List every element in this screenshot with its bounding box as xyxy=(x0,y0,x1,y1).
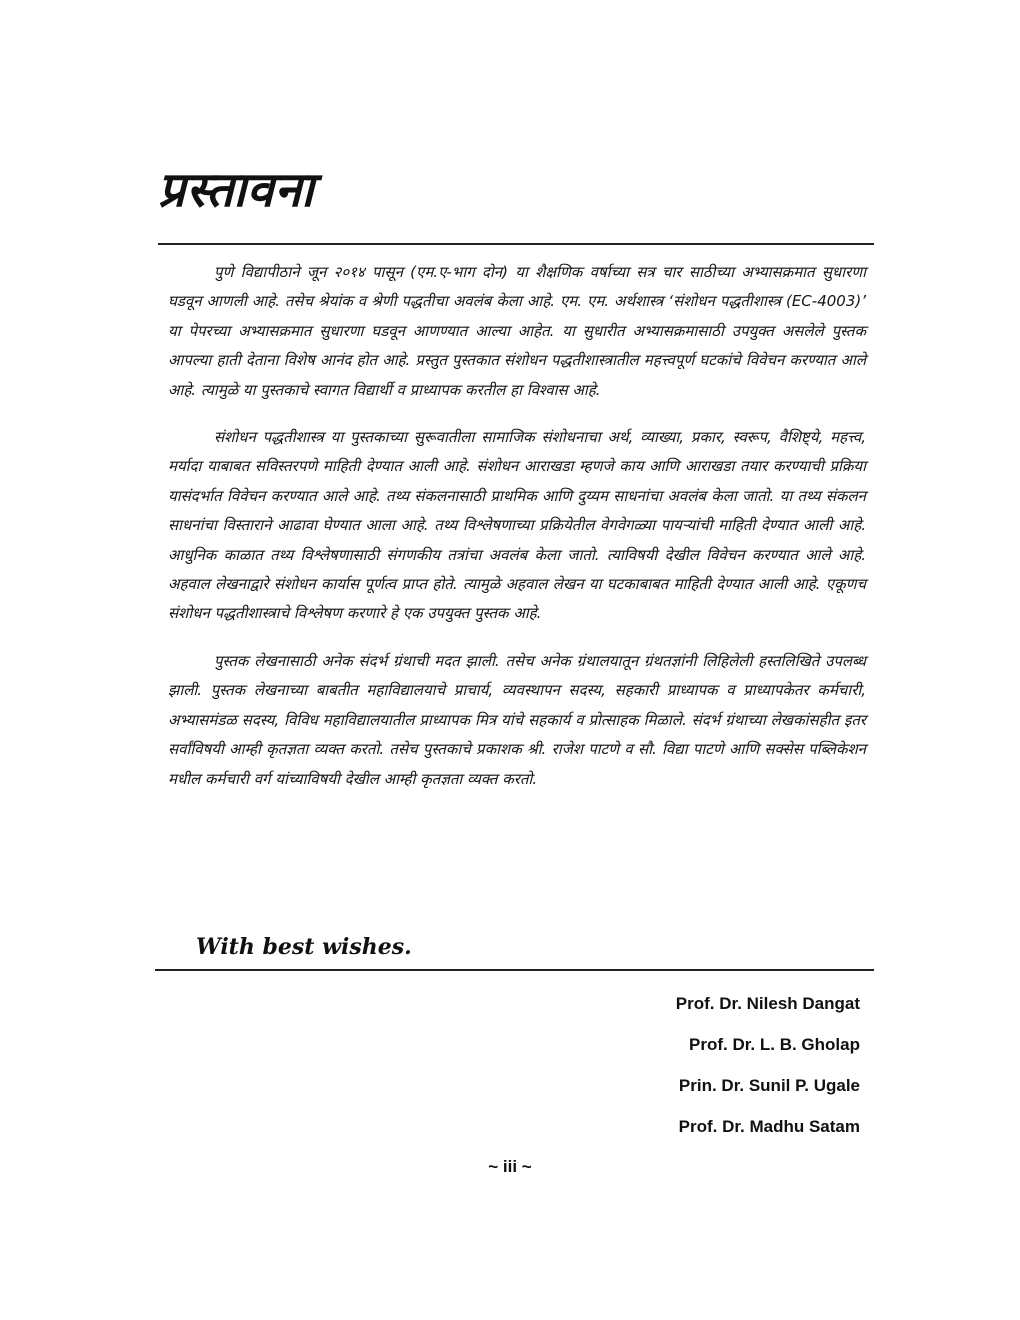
top-divider xyxy=(158,243,874,245)
signatory: Prof. Dr. L. B. Gholap xyxy=(689,1035,860,1054)
closing-wishes: With best wishes. xyxy=(196,934,412,960)
signatory: Prof. Dr. Nilesh Dangat xyxy=(675,994,860,1013)
bottom-divider xyxy=(155,969,874,971)
preface-body xyxy=(168,258,866,812)
signatory: Prof. Dr. Madhu Satam xyxy=(678,1117,860,1136)
paragraph-2: संशोधन पद्धतीशास्त्र या पुस्तकाच्या सुरूवातीला सामाजिक संशोधनाचा अर्थ, व्याख्या, प्रकार, स्वरूप, वैशिष्ट्ये, महत्त्व, मर्यादा याबाबत सविस्तरपणे माहिती देण्यात आली आहे. संशोधन आराखडा म्हणजे काय आणि आराखडा तयार करण्याची प्रक्रिया यासंदर्भात विवेचन करण्यात आले आहे. तथ्य संकलनासाठी प्राथमिक आणि दुय्यम साधनांचा अवलंब केला जातो. या तथ्य संकलन साधनांचा विस्ताराने आढावा घेण्यात आला आहे. तथ्य विश्लेषणाच्या प्रक्रियेतील वेगवेगळ्या पायऱ्यांची माहिती देण्यात आली आहे. आधुनिक काळात तथ्य विश्लेषणासाठी संगणकीय तत्रांचा अवलंब केला जातो. त्याविषयी देखील विवेचन करण्यात आले आहे. अहवाल लेखनाद्वारे संशोधन कार्यास पूर्णत्व प्राप्त होते. त्यामुळे अहवाल लेखन या घटकाबाबत माहिती देण्यात आली आहे. एकूणच संशोधन पद्धतीशास्त्राचे विश्लेषण करणारे हे एक उपयुक्त पुस्तक आहे. xyxy=(168,428,866,623)
signatories-block xyxy=(676,990,860,1154)
paragraph-1: पुणे विद्यापीठाने जून २०१४ पासून (एम.ए-भाग दोन) या शैक्षणिक वर्षाच्या सत्र चार साठीच्या अभ्यासक्रमात सुधारणा घडवून आणली आहे. तसेच श्रेयांक व श्रेणी पद्धतीचा अवलंब केला आहे. एम. एम. अर्थशास्त्र ‘संशोधन पद्धतीशास्त्र (EC-4003)’ या पेपरच्या अभ्यासक्रमात सुधारणा घडवून आणण्यात आल्या आहेत. या सुधारीत अभ्यासक्रमासाठी उपयुक्त असलेले पुस्तक आपल्या हाती देताना विशेष आनंद होत आहे. प्रस्तुत पुस्तकात संशोधन पद्धतीशास्त्रातील महत्त्वपूर्ण घटकांचे विवेचन करण्यात आले आहे. त्यामुळे या पुस्तकाचे स्वागत विद्यार्थी व प्राध्यापक करतील हा विश्वास आहे. xyxy=(168,263,866,399)
page-title: प्रस्तावना xyxy=(158,162,315,218)
paragraph-3: पुस्तक लेखनासाठी अनेक संदर्भ ग्रंथाची मदत झाली. तसेच अनेक ग्रंथालयातून ग्रंथतज्ञांनी लिहिलेली हस्तलिखिते उपलब्ध झाली. पुस्तक लेखनाच्या बाबतीत महाविद्यालयाचे प्राचार्य, व्यवस्थापन सदस्य, सहकारी प्राध्यापक व प्राध्यापकेतर कर्मचारी, अभ्यासमंडळ सदस्य, विविध महाविद्यालयातील प्राध्यापक मित्र यांचे सहकार्य व प्रोत्साहक मिळाले. संदर्भ ग्रंथाच्या लेखकांसहीत इतर सर्वांविषयी आम्ही कृतज्ञता व्यक्त करतो. तसेच पुस्तकाचे प्रकाशक श्री. राजेश पाटणे व सौ. विद्या पाटणे आणि सक्सेस पब्लिकेशन मधील कर्मचारी वर्ग यांच्याविषयी देखील आम्ही कृतज्ञता व्यक्त करतो. xyxy=(168,651,866,788)
signatory: Prin. Dr. Sunil P. Ugale xyxy=(678,1076,860,1095)
page-number: ~ iii ~ xyxy=(488,1157,532,1176)
